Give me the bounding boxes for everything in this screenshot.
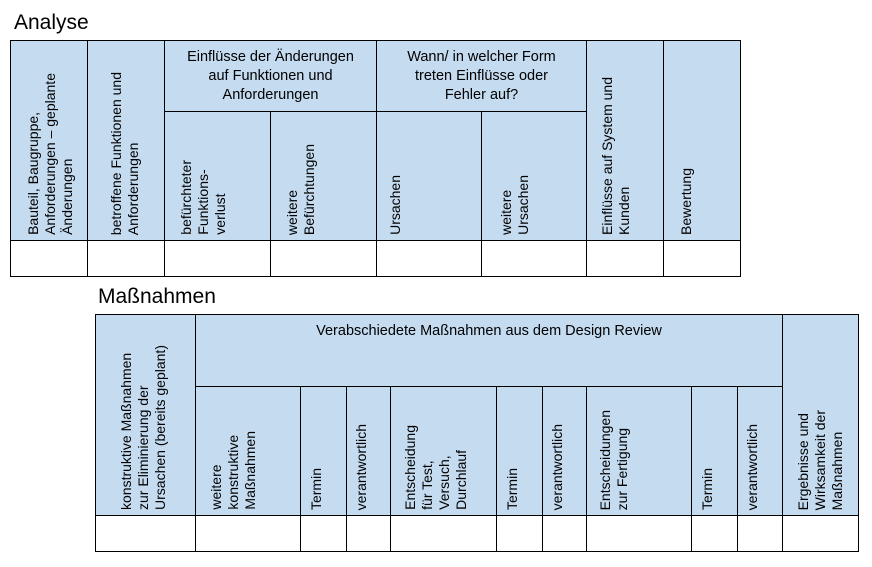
- header-verantwortlich-1: [346, 386, 391, 516]
- header-termin-1-label: Termin: [307, 467, 324, 510]
- header-entscheidung-test-label: Entscheidung für Test, Versuch, Durchlauf: [401, 425, 469, 510]
- header-verantwortlich-2-label: verantwortlich: [548, 423, 565, 510]
- header-system: [586, 40, 664, 241]
- table-cell[interactable]: [390, 515, 497, 552]
- header-weitere-ursachen-label: weitere Ursachen: [498, 175, 531, 235]
- header-weitere-massnahmen-label: weitere konstruktive Maßnahmen: [208, 431, 258, 510]
- header-befuerchtungen: [270, 111, 377, 241]
- header-bewertung-label: Bewertung: [678, 168, 694, 235]
- header-verantwortlich-1-label: verantwortlich: [352, 423, 369, 510]
- table-cell[interactable]: [95, 515, 196, 552]
- header-ergebnisse: [782, 314, 859, 516]
- header-funktionsverlust: [164, 111, 271, 241]
- header-termin-2: [496, 386, 543, 516]
- header-system-label: Einflüsse auf System und Kunden: [599, 77, 632, 235]
- header-entscheidungen-fertigung-label: Entscheidungen zur Fertigung: [597, 409, 630, 510]
- table-cell[interactable]: [663, 240, 741, 277]
- header-ursachen: [376, 111, 482, 241]
- header-funktionen-label: betroffene Funktionen und Anforderungen: [108, 71, 141, 235]
- table-cell[interactable]: [87, 240, 165, 277]
- header-befuerchtungen-label: weitere Befürchtungen: [283, 143, 317, 235]
- table-cell[interactable]: [496, 515, 543, 552]
- table-cell[interactable]: [586, 240, 664, 277]
- group-design-review: [195, 314, 783, 387]
- table-cell[interactable]: [164, 240, 271, 277]
- table-cell[interactable]: [300, 515, 347, 552]
- table-cell[interactable]: [481, 240, 587, 277]
- header-ursachen-label: Ursachen: [387, 175, 403, 235]
- header-ergebnisse-label: Ergebnisse und Wirksamkeit der Maßnahmen: [794, 409, 845, 510]
- header-konstruktiv: [95, 314, 196, 516]
- table-cell[interactable]: [195, 515, 301, 552]
- group-wann: [376, 40, 587, 112]
- table-cell[interactable]: [376, 240, 482, 277]
- header-bewertung: [663, 40, 741, 241]
- header-funktionsverlust-label: befürchteter Funktions- verlust: [177, 160, 228, 235]
- table-cell[interactable]: [346, 515, 391, 552]
- header-termin-3-label: Termin: [698, 467, 715, 510]
- group-einfluesse: [164, 40, 377, 112]
- table-cell[interactable]: [737, 515, 783, 552]
- header-entscheidungen-fertigung: [586, 386, 692, 516]
- table-cell[interactable]: [10, 240, 88, 277]
- header-termin-1: [300, 386, 347, 516]
- header-bauteil: [10, 40, 88, 241]
- header-weitere-ursachen: [481, 111, 587, 241]
- header-termin-2-label: Termin: [503, 467, 520, 510]
- group-wann-label: Wann/ in welcher Form treten Einflüsse oder Fehler auf?: [407, 49, 556, 103]
- analyse-title: Analyse: [14, 11, 89, 34]
- header-verantwortlich-3: [737, 386, 783, 516]
- table-cell[interactable]: [691, 515, 738, 552]
- header-verantwortlich-3-label: verantwortlich: [744, 423, 760, 510]
- header-termin-3: [691, 386, 738, 516]
- header-funktionen: [87, 40, 165, 241]
- header-weitere-massnahmen: [195, 386, 301, 516]
- table-cell[interactable]: [542, 515, 587, 552]
- header-bauteil-label: Bauteil, Baugruppe, Anforderungen – geplante Änderungen: [25, 73, 75, 235]
- table-cell[interactable]: [270, 240, 377, 277]
- group-design-review-label: Verabschiedete Maßnahmen aus dem Design Review: [316, 323, 662, 339]
- header-verantwortlich-2: [542, 386, 587, 516]
- table-cell[interactable]: [586, 515, 692, 552]
- group-einfluesse-label: Einflüsse der Änderungen auf Funktionen und Anforderungen: [187, 49, 354, 103]
- header-konstruktiv-label: konstruktive Maßnahmen zur Eliminierung der Ursachen (bereits geplant): [117, 345, 168, 510]
- massnahmen-title: Maßnahmen: [98, 285, 216, 308]
- header-entscheidung-test: [390, 386, 497, 516]
- table-cell[interactable]: [782, 515, 859, 552]
